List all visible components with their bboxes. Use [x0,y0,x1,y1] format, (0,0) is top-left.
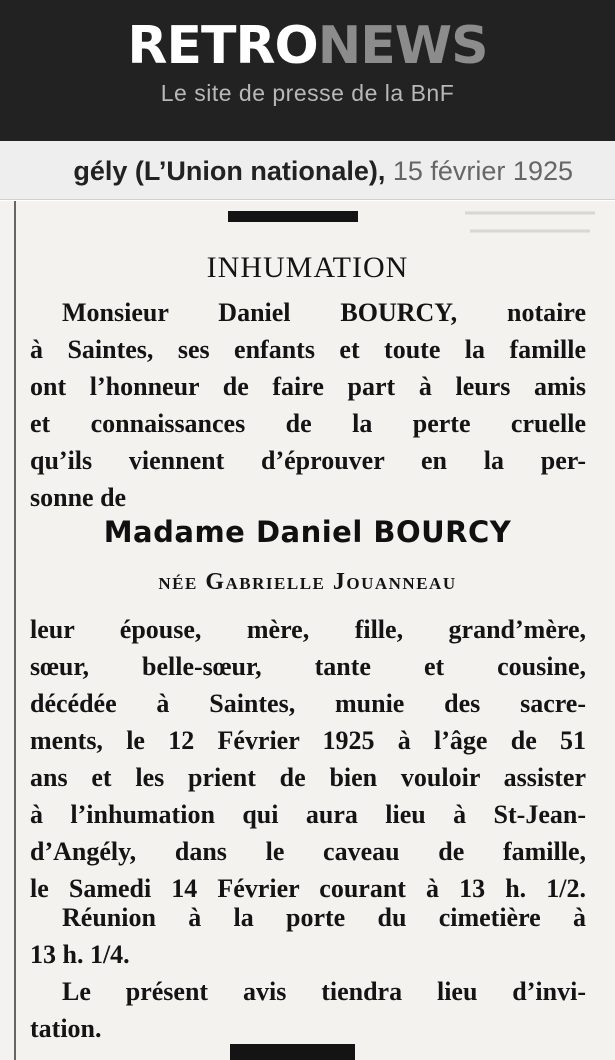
closing-line: Le présent avis tiendra lieu d’invi- [62,977,586,1006]
reunion-line: Réunion à la porte du cimetière à [62,903,586,932]
article-heading: INHUMATION [206,251,409,284]
separator-bar-bottom [230,1044,355,1060]
intro-line: et connaissances de la perte cruelle [30,409,586,438]
body-line: sœur, belle-sœur, tante et cousine, [30,652,586,681]
site-header [0,0,615,141]
retronews-logo[interactable] [0,14,615,78]
body-line: ans et les prient de bien vouloir assister [30,763,586,792]
logo-news: NEWS [317,16,488,76]
reunion-line: 13 h. 1/4. [30,940,130,969]
body-line: leur épouse, mère, fille, grand’mère, [30,615,586,644]
body-line: d’Angély, dans le caveau de famille, [30,837,586,866]
column-rule [14,201,16,1060]
newspaper-clipping [0,201,615,1060]
closing-line: tation. [30,1014,102,1043]
intro-line: ont l’honneur de faire part à leurs amis [30,372,586,401]
deceased-name: Madame Daniel BOURCY [103,515,512,549]
body-line: le Samedi 14 Février courant à 13 h. 1/2. [30,874,586,903]
intro-line: sonne de [30,483,127,512]
separator-bar-top [228,211,358,222]
intro-line: à Saintes, ses enfants et toute la famille [30,335,586,364]
publication-name: gély (L’Union nationale), [73,156,386,186]
site-tagline: Le site de presse de la BnF [160,80,455,106]
body-line: décédée à Saintes, munie des sacre- [30,689,586,718]
maiden-name: née Gabrielle Jouanneau [158,569,457,595]
publication-date: 15 février 1925 [392,156,573,186]
intro-line: Monsieur Daniel BOURCY, notaire [62,298,586,327]
body-line: à l’inhumation qui aura lieu à St-Jean- [30,800,586,829]
bleed-through-texture [460,201,610,241]
logo-retro: RETRO [127,16,318,76]
intro-line: qu’ils viennent d’éprouver en la per- [30,446,586,475]
body-line: ments, le 12 Février 1925 à l’âge de 51 [30,726,586,755]
source-title-bar [0,141,615,200]
